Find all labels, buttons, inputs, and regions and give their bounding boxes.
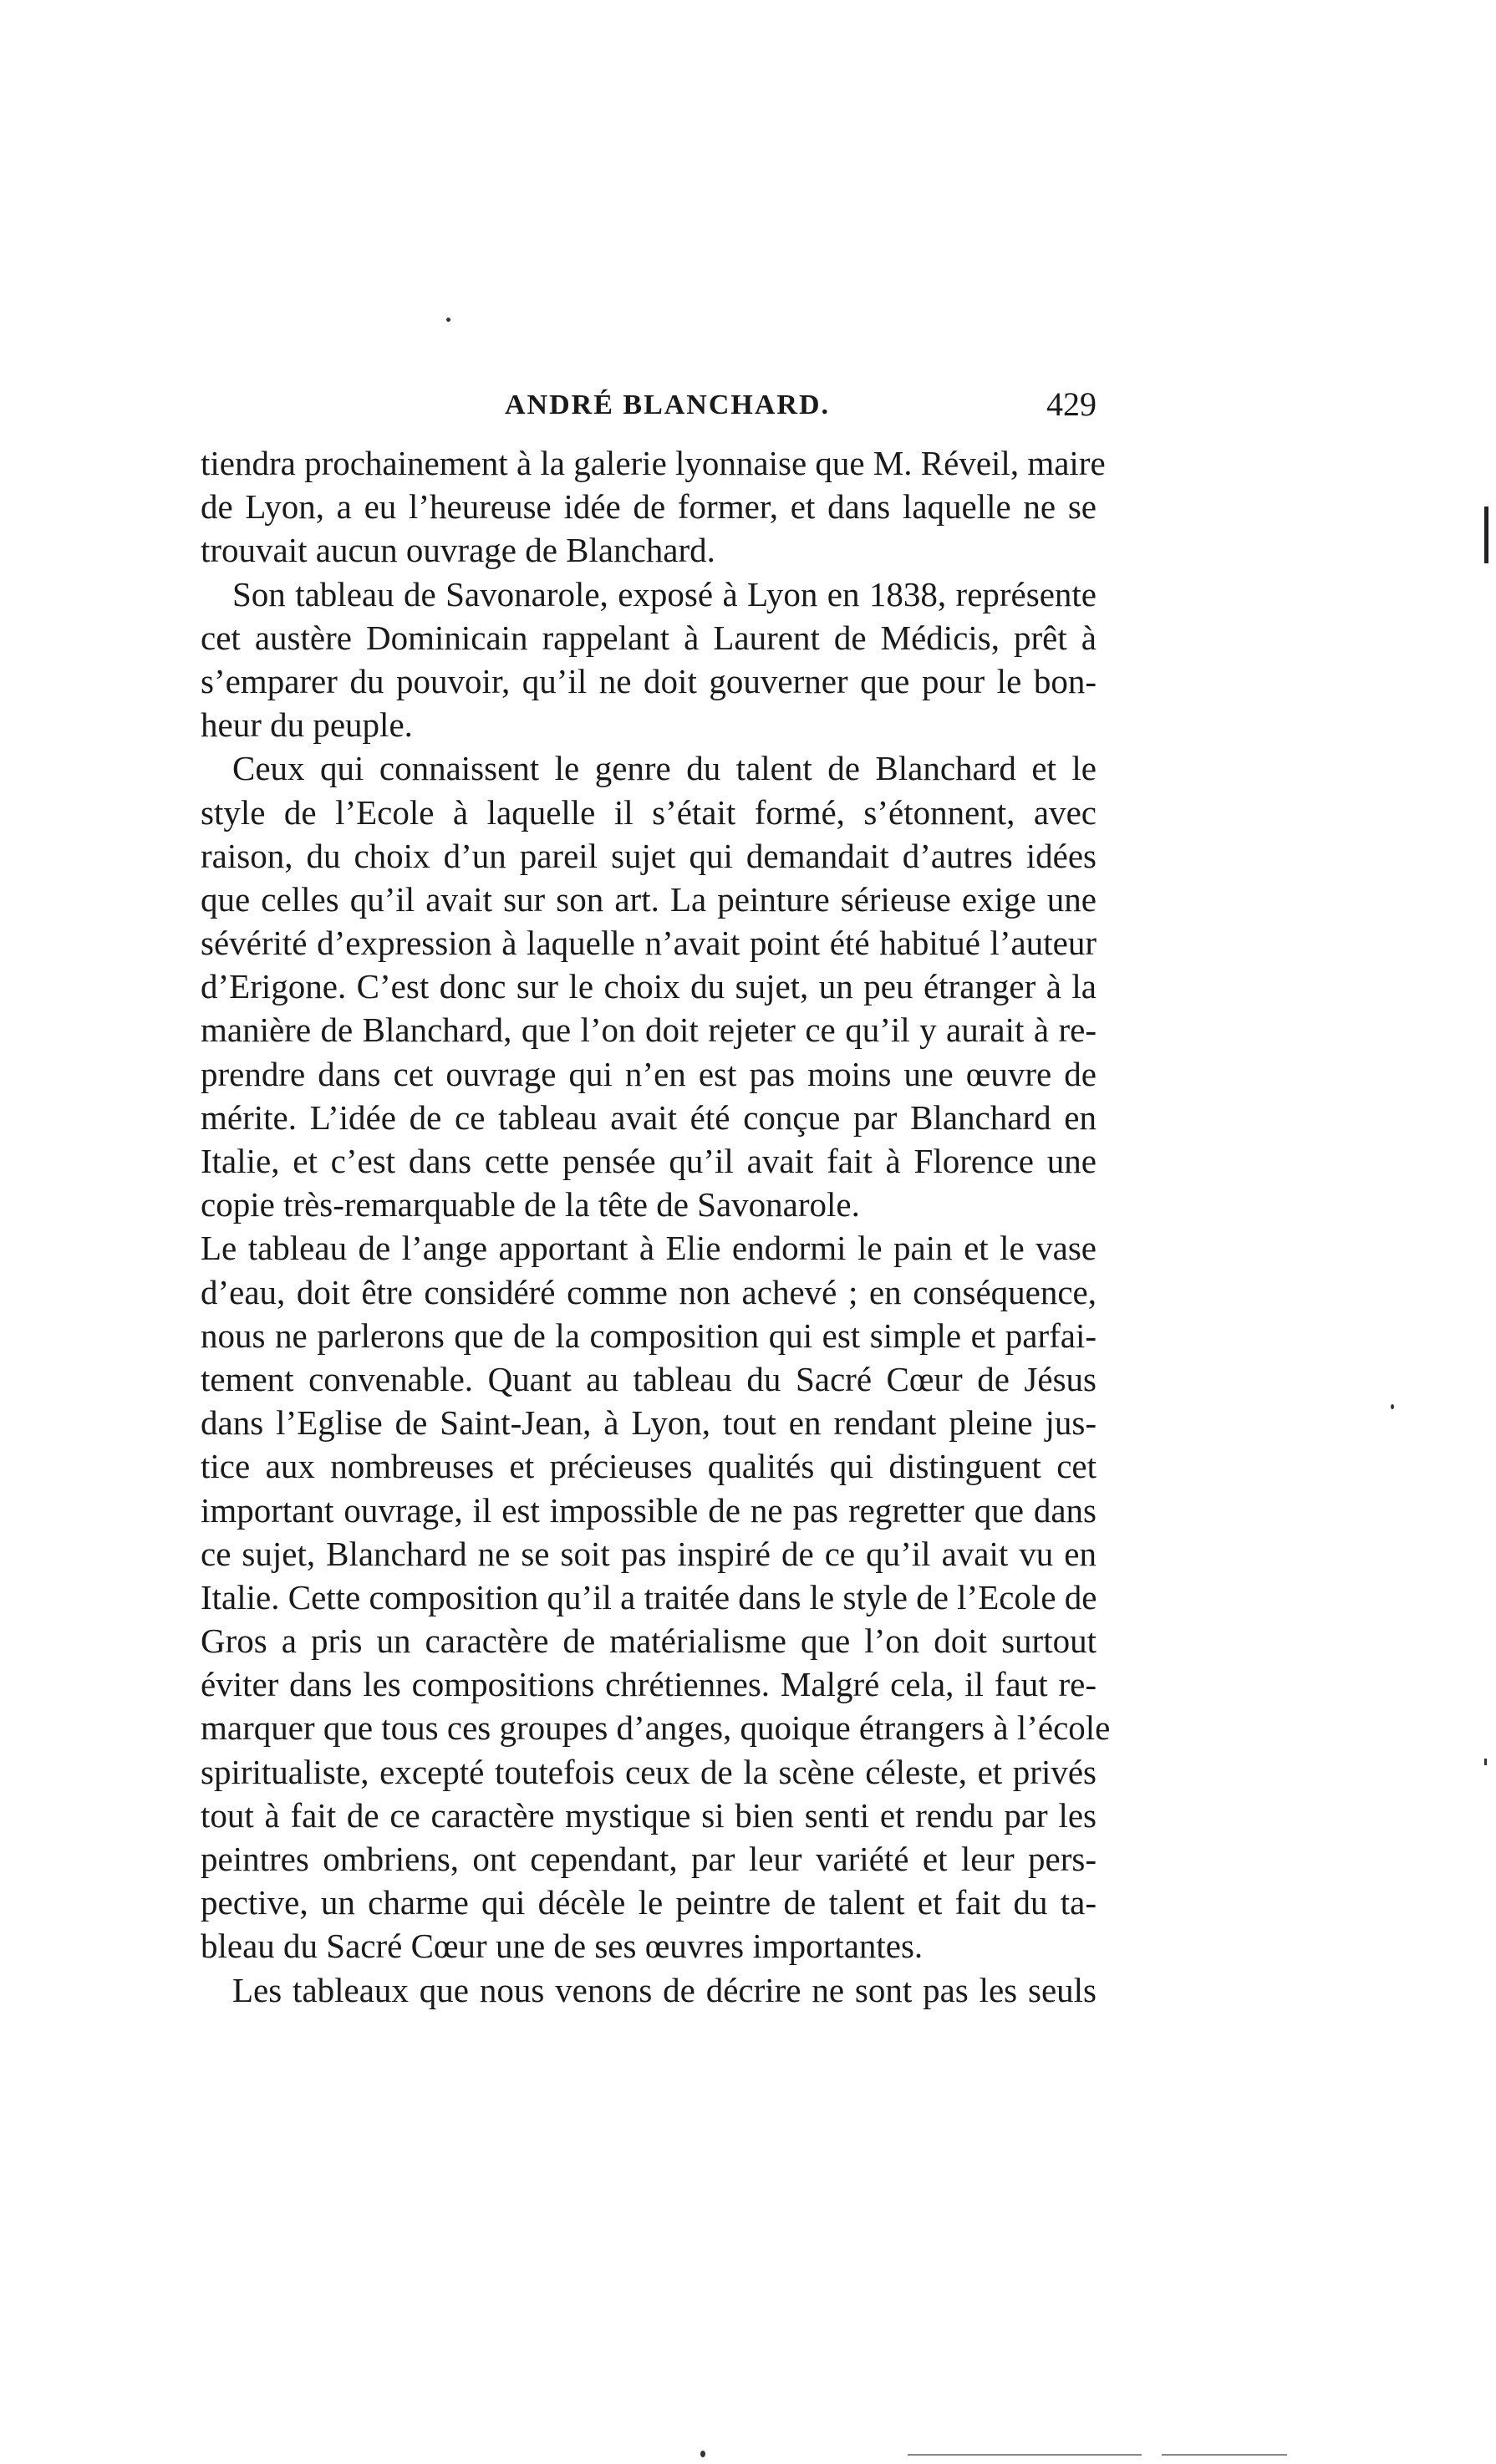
text-line: prendre dans cet ouvrage qui n’en est pas moins une œuvre de (201, 1054, 1097, 1093)
text-line: tiendra prochainement à la galerie lyonnaise que M. Réveil, maire (201, 444, 1106, 482)
text-line: s’emparer du pouvoir, qu’il ne doit gouverner que pour le bon- (201, 661, 1097, 700)
text-line: Les tableaux que nous venons de décrire ne sont pas les seuls (232, 1970, 1097, 2009)
text-line: style de l’Ecole à laquelle il s’était formé, s’étonnent, avec (201, 792, 1097, 832)
text-line: tice aux nombreuses et précieuses qualités qui distinguent cet (201, 1447, 1097, 1486)
page-header (201, 384, 1097, 435)
scan-speck (700, 2451, 705, 2457)
bottom-rule (908, 2454, 1142, 2456)
text-line: Gros a pris un caractère de matérialisme que l’on doit surtout (201, 1621, 1097, 1661)
scan-speck (1391, 1404, 1394, 1409)
text-line: spiritualiste, excepté toutefois ceux de la scène céleste, et privés (201, 1752, 1097, 1791)
text-line: Ceux qui connaissent le genre du talent de Blanchard et le (232, 749, 1097, 788)
text-line: manière de Blanchard, que l’on doit rejeter ce qu’il y aurait à re- (201, 1011, 1097, 1050)
text-line: cet austère Dominicain rappelant à Laurent de Médicis, prêt à (201, 618, 1097, 657)
text-line: tement convenable. Quant au tableau du Sacré Cœur de Jésus (201, 1359, 1097, 1398)
scan-speck (1484, 1759, 1487, 1765)
text-line: nous ne parlerons que de la composition qui est simple et parfai- (201, 1316, 1097, 1355)
text-line: marquer que tous ces groupes d’anges, quoique étrangers à l’école (201, 1708, 1111, 1748)
text-line: raison, du choix d’un pareil sujet qui demandait d’autres idées (201, 836, 1097, 875)
text-line: important ouvrage, il est impossible de ne pas regretter que dans (201, 1490, 1097, 1530)
text-line: peintres ombriens, ont cependant, par leur variété et leur pers- (201, 1840, 1097, 1878)
scan-speck (446, 318, 450, 322)
text-line: Italie. Cette composition qu’il a traitée dans le style de l’Ecole de (201, 1577, 1097, 1616)
text-line: Le tableau de l’ange apportant à Elie endormi le pain et le vase (201, 1229, 1097, 1268)
page-number: 429 (1046, 385, 1097, 423)
text-line: trouvait aucun ouvrage de Blanchard. (201, 531, 715, 570)
page-edge-mark (1484, 507, 1488, 563)
text-line: bleau du Sacré Cœur une de ses œuvres importantes. (201, 1927, 924, 1966)
text-line: sévérité d’expression à laquelle n’avait point été habitué l’auteur (201, 924, 1097, 963)
text-line: d’Erigone. C’est donc sur le choix du sujet, un peu étranger à la (201, 967, 1097, 1006)
text-line: tout à fait de ce caractère mystique si bien senti et rendu par les (201, 1795, 1097, 1835)
running-title: ANDRÉ BLANCHARD. (505, 389, 831, 420)
text-line: copie très-remarquable de la tête de Savonarole. (201, 1185, 860, 1224)
body-text (201, 441, 1111, 2012)
text-line: heur du peuple. (201, 705, 413, 745)
text-line: de Lyon, a eu l’heureuse idée de former, et dans laquelle ne se (201, 487, 1097, 527)
text-line: dans l’Eglise de Saint-Jean, à Lyon, tout en rendant pleine jus- (201, 1403, 1097, 1443)
text-line: éviter dans les compositions chrétiennes. Malgré cela, il faut re- (201, 1665, 1097, 1704)
bottom-rule (1162, 2454, 1287, 2456)
text-line: Son tableau de Savonarole, exposé à Lyon en 1838, représente (232, 574, 1097, 613)
text-line: que celles qu’il avait sur son art. La peinture sérieuse exige une (201, 879, 1097, 919)
text-line: ce sujet, Blanchard ne se soit pas inspiré de ce qu’il avait vu en (201, 1534, 1097, 1573)
text-line: Italie, et c’est dans cette pensée qu’il avait fait à Florence une (201, 1142, 1097, 1180)
text-line: pective, un charme qui décèle le peintre de talent et fait du ta- (201, 1883, 1097, 1922)
text-line: mérite. L’idée de ce tableau avait été conçue par Blanchard en (201, 1097, 1097, 1137)
text-line: d’eau, doit être considéré comme non achevé ; en conséquence, (201, 1272, 1097, 1311)
